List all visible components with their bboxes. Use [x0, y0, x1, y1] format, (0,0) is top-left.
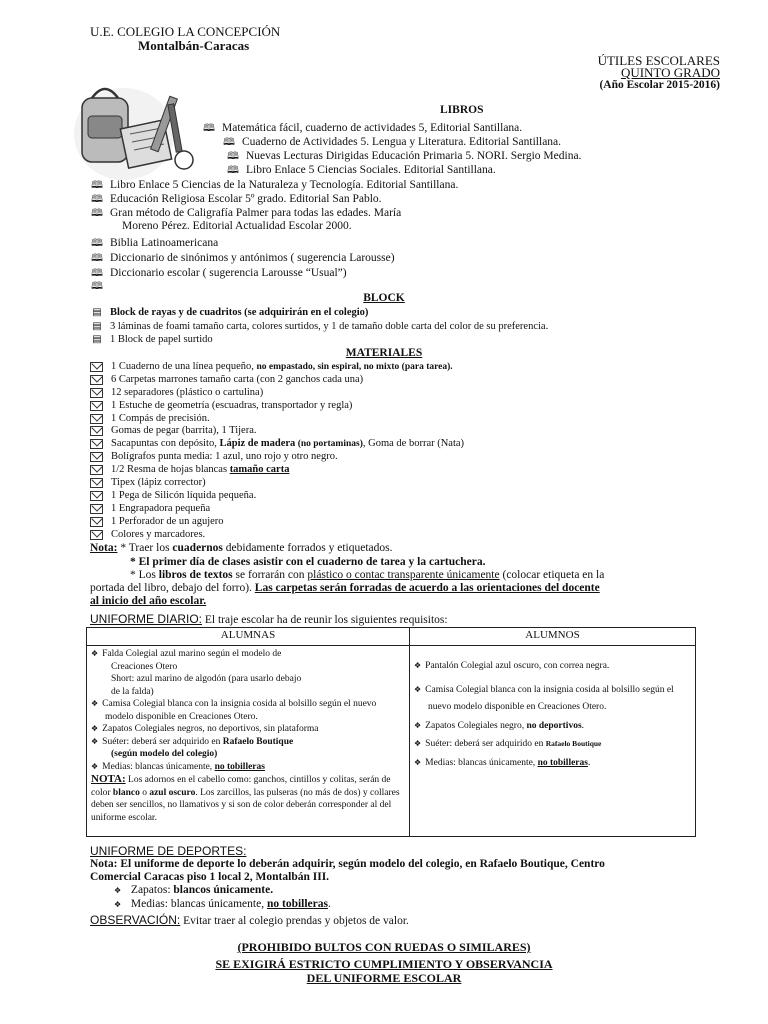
block-item: ▤ 1 Block de papel surtido	[90, 334, 213, 345]
col-alumnas: ALUMNAS	[87, 628, 410, 646]
material-item: 1 Estuche de geometría (escuadras, transportador y regla)	[90, 400, 352, 411]
material-item: 1 Pega de Silicón líquida pequeña.	[90, 490, 256, 501]
book-icon: 🕮	[91, 208, 103, 219]
school-location: Montalbán-Caracas	[138, 38, 250, 53]
notebook-icon: ▤	[92, 307, 102, 318]
libro-item: 🕮 Gran método de Caligrafía Palmer para todas las edades. María	[90, 206, 401, 223]
deportes-nota: Nota: El uniforme de deporte lo deberán adquirir, según modelo del colegio, en Rafaelo Boutique, Centro	[90, 858, 605, 870]
block-item: ▤ Block de rayas y de cuadritos (se adquirirán en el colegio)	[90, 307, 368, 318]
diamond-bullet-icon: ❖	[91, 649, 99, 658]
diamond-bullet-icon: ❖	[91, 761, 99, 771]
material-item: 1 Compás de precisión.	[90, 413, 210, 424]
material-item: 1/2 Resma de hojas blancas tamaño carta	[90, 464, 289, 475]
diamond-bullet-icon: ❖	[91, 724, 99, 733]
libro-item: 🕮 Matemática fácil, cuaderno de actividades 5, Editorial Santillana.	[202, 121, 522, 138]
nota-line: * El primer día de clases asistir con el cuaderno de tarea y la cartuchera.	[130, 556, 486, 568]
material-item: 12 separadores (plástico o cartulina)	[90, 387, 263, 398]
alumnas-cell: ❖ Falda Colegial azul marino según el modelo de Creaciones Otero Short: azul marino de algodón (para usarlo debajo de la falda) ❖ Camisa Colegial blanca con la insignia cosida al bolsillo según el nuevo modelo disponible en Creaciones Otero. ❖ Zapatos Colegiales negros, no deportivos, sin plataforma ❖ Suéter: deberá ser adquirido en Rafaelo Boutique (según modelo del colegio) ❖ Medias: blancas únicamente, no tobilleras NOTA: Los adornos en el cabello como: ganchos, cintillos y colitas, serán de color blanco o azul oscuro. Los zarcillos, las pulseras (no más de dos) y collares deben ser sencillos, no llamativos y si son de color deberán corresponder al del uniforme escolar.	[87, 646, 410, 837]
school-name: U.E. COLEGIO LA CONCEPCIÓN	[90, 24, 281, 39]
book-icon: 🕮	[91, 268, 103, 279]
material-item: Bolígrafos punta media: 1 azul, uno rojo y otro negro.	[90, 451, 338, 462]
libro-item: 🕮 Biblia Latinoamericana	[90, 236, 218, 253]
col-alumnos: ALUMNOS	[410, 628, 696, 646]
observacion-line: OBSERVACIÓN: Evitar traer al colegio prendas y objetos de valor.	[90, 913, 409, 927]
material-item: 6 Carpetas marrones tamaño carta (con 2 ganchos cada una)	[90, 374, 363, 385]
diamond-bullet-icon: ❖	[414, 757, 422, 767]
footer-line-3: DEL UNIFORME ESCOLAR	[306, 971, 462, 985]
material-item: Colores y marcadores.	[90, 529, 205, 540]
libro-item: 🕮 Diccionario de sinónimos y antónimos ( sugerencia Larousse)	[90, 251, 395, 268]
block-heading: BLOCK	[363, 292, 405, 304]
book-icon: 🕮	[91, 238, 103, 249]
libro-item: 🕮 Libro Enlace 5 Ciencias Sociales. Editorial Santillana.	[226, 163, 496, 180]
diamond-bullet-icon: ❖	[414, 661, 422, 670]
notebook-icon: ▤	[92, 321, 102, 332]
material-item: Sacapuntas con depósito, Lápiz de madera (no portaminas), Goma de borrar (Nata)	[90, 438, 464, 449]
alumnos-cell: ❖ Pantalón Colegial azul oscuro, con correa negra. ❖ Camisa Colegial blanca con la insignia cosida al bolsillo según el nuevo modelo disponible en Creaciones Otero. ❖ Zapatos Colegiales negro, no deportivos. ❖ Suéter: deberá ser adquirido en Rafaelo Boutique ❖ Medias: blancas únicamente, no tobilleras.	[410, 646, 696, 837]
diamond-bullet-icon: ❖	[414, 720, 422, 730]
material-item: 1 Engrapadora pequeña	[90, 503, 210, 514]
book-icon: 🕮	[223, 137, 235, 148]
nota-line: portada del libro, debajo del forro). Las carpetas serán forradas de acuerdo a las orientaciones del docente	[90, 582, 600, 594]
libro-item: 🕮 Educación Religiosa Escolar 5º grado. Editorial San Pablo.	[90, 192, 382, 209]
libro-item: 🕮 Cuaderno de Actividades 5. Lengua y Literatura. Editorial Santillana.	[222, 135, 561, 152]
deportes-item: ❖ Zapatos: blancos únicamente.	[114, 884, 274, 896]
libro-item: 🕮 Libro Enlace 5 Ciencias de la Naturaleza y Tecnología. Editorial Santillana.	[90, 178, 458, 195]
material-item: 1 Perforador de un agujero	[90, 516, 224, 527]
book-icon: 🕮	[203, 123, 215, 134]
school-supplies-clipart	[64, 76, 212, 188]
materiales-heading: MATERIALES	[345, 347, 423, 359]
book-icon: 🕮	[91, 180, 103, 191]
libros-heading: LIBROS	[440, 104, 484, 116]
doc-grade: QUINTO GRADO	[620, 65, 720, 80]
diamond-bullet-icon: ❖	[414, 739, 422, 748]
diamond-bullet-icon: ❖	[91, 699, 99, 708]
envelope-icon	[90, 530, 103, 540]
libro-item: 🕮 Diccionario escolar ( sugerencia Larousse “Usual”)	[90, 266, 347, 283]
material-item: Tipex (lápiz corrector)	[90, 477, 206, 488]
diamond-bullet-icon: ❖	[91, 736, 99, 746]
material-item: 1 Cuaderno de una línea pequeño, no empastado, sin espiral, no mixto (para tarea).	[90, 361, 453, 372]
deportes-item: ❖ Medias: blancas únicamente, no tobilleras.	[114, 898, 331, 910]
nota-line: Nota: * Traer los cuadernos debidamente forrados y etiquetados.	[90, 542, 393, 554]
book-icon: 🕮	[227, 151, 239, 162]
footer-line-1: (PROHIBIDO BULTOS CON RUEDAS O SIMILARES)	[237, 940, 531, 954]
doc-title: ÚTILES ESCOLARES	[597, 53, 720, 68]
uniforme-diario-line: UNIFORME DIARIO: El traje escolar ha de reunir los siguientes requisitos:	[90, 612, 448, 626]
nota-line: * Los libros de textos se forrarán con plástico o contac transparente únicamente (colocar etiqueta en la	[130, 569, 605, 581]
libro-item: 🕮 Nuevas Lecturas Dirigidas Educación Primaria 5. NORI. Sergio Medina.	[226, 149, 581, 166]
deportes-nota: Comercial Caracas piso 1 local 2, Montalbán III.	[90, 871, 330, 883]
book-icon: 🕮	[91, 281, 103, 292]
diamond-bullet-icon: ❖	[114, 886, 122, 895]
doc-year: (Año Escolar 2015-2016)	[599, 79, 720, 91]
diamond-bullet-icon: ❖	[114, 900, 122, 909]
diamond-bullet-icon: ❖	[414, 684, 422, 694]
book-icon: 🕮	[91, 253, 103, 264]
nota-line: al inicio del año escolar.	[90, 595, 207, 607]
block-item: ▤ 3 láminas de foami tamaño carta, colores surtidos, y 1 de tamaño doble carta del color de su preferencia.	[90, 321, 548, 332]
notebook-icon: ▤	[92, 334, 102, 345]
uniforme-deportes-label: UNIFORME DE DEPORTES:	[90, 844, 247, 858]
book-icon: 🕮	[91, 194, 103, 205]
material-item: Gomas de pegar (barrita), 1 Tijera.	[90, 425, 257, 436]
uniform-table	[86, 627, 696, 837]
footer-line-2: SE EXIGIRÁ ESTRICTO CUMPLIMIENTO Y OBSERVANCIA	[215, 957, 553, 971]
book-icon: 🕮	[227, 165, 239, 176]
libro-item-continuation: Moreno Pérez. Editorial Actualidad Escolar 2000.	[122, 220, 352, 232]
